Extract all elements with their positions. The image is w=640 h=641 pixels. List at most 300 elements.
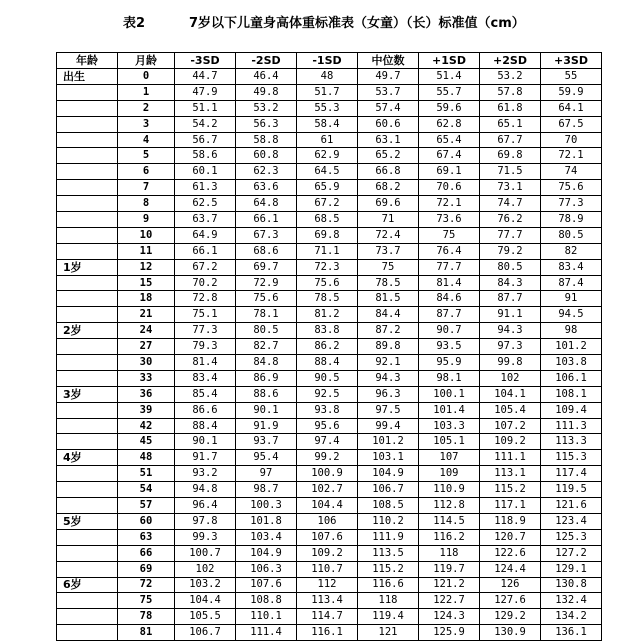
value-cell: 48	[297, 69, 358, 85]
age-cell	[57, 339, 118, 355]
value-cell: 101.4	[419, 402, 480, 418]
age-cell	[57, 466, 118, 482]
value-cell: 111.9	[358, 529, 419, 545]
value-cell: 82.7	[236, 339, 297, 355]
value-cell: 49.7	[358, 69, 419, 85]
value-cell: 69.8	[480, 148, 541, 164]
value-cell: 51.4	[419, 69, 480, 85]
value-cell: 124.4	[480, 561, 541, 577]
value-cell: 83.4	[541, 259, 602, 275]
value-cell: 100.9	[297, 466, 358, 482]
age-cell	[57, 545, 118, 561]
value-cell: 87.4	[541, 275, 602, 291]
age-cell	[57, 529, 118, 545]
header-plus-2sd: +2SD	[480, 53, 541, 69]
value-cell: 117.1	[480, 498, 541, 514]
table-row	[57, 100, 602, 116]
value-cell: 113.3	[541, 434, 602, 450]
value-cell: 110.2	[358, 513, 419, 529]
value-cell: 72.4	[358, 227, 419, 243]
age-cell	[57, 116, 118, 132]
table-row	[57, 529, 602, 545]
month-cell: 72	[118, 577, 175, 593]
value-cell: 70.6	[419, 180, 480, 196]
month-cell: 2	[118, 100, 175, 116]
month-cell: 33	[118, 370, 175, 386]
value-cell: 130.9	[480, 625, 541, 641]
header-minus-2sd: -2SD	[236, 53, 297, 69]
value-cell: 64.1	[541, 100, 602, 116]
age-cell	[57, 196, 118, 212]
table-row	[57, 164, 602, 180]
value-cell: 90.1	[236, 402, 297, 418]
value-cell: 72.9	[236, 275, 297, 291]
table-row	[57, 212, 602, 228]
value-cell: 99.3	[175, 529, 236, 545]
value-cell: 121	[358, 625, 419, 641]
value-cell: 77.7	[480, 227, 541, 243]
value-cell: 100.7	[175, 545, 236, 561]
month-cell: 39	[118, 402, 175, 418]
value-cell: 62.9	[297, 148, 358, 164]
value-cell: 99.4	[358, 418, 419, 434]
month-cell: 9	[118, 212, 175, 228]
table-row	[57, 148, 602, 164]
age-cell	[57, 100, 118, 116]
table-number-label: 表2	[123, 16, 146, 31]
month-cell: 45	[118, 434, 175, 450]
month-cell: 8	[118, 196, 175, 212]
value-cell: 67.2	[175, 259, 236, 275]
value-cell: 90.1	[175, 434, 236, 450]
age-cell	[57, 402, 118, 418]
table-row	[57, 339, 602, 355]
age-cell	[57, 561, 118, 577]
age-cell	[57, 355, 118, 371]
value-cell: 107	[419, 450, 480, 466]
value-cell: 65.1	[480, 116, 541, 132]
age-cell	[57, 498, 118, 514]
value-cell: 51.7	[297, 84, 358, 100]
table-row	[57, 434, 602, 450]
table-row	[57, 275, 602, 291]
table-row	[57, 418, 602, 434]
value-cell: 86.6	[175, 402, 236, 418]
value-cell: 121.6	[541, 498, 602, 514]
value-cell: 75.6	[541, 180, 602, 196]
value-cell: 103.8	[541, 355, 602, 371]
value-cell: 58.6	[175, 148, 236, 164]
value-cell: 98	[541, 323, 602, 339]
table-row	[57, 513, 602, 529]
value-cell: 55.3	[297, 100, 358, 116]
value-cell: 113.4	[297, 593, 358, 609]
value-cell: 75.1	[175, 307, 236, 323]
value-cell: 74.7	[480, 196, 541, 212]
month-cell: 27	[118, 339, 175, 355]
value-cell: 76.4	[419, 243, 480, 259]
value-cell: 80.5	[480, 259, 541, 275]
value-cell: 47.9	[175, 84, 236, 100]
value-cell: 119.5	[541, 482, 602, 498]
value-cell: 109.4	[541, 402, 602, 418]
value-cell: 107.6	[297, 529, 358, 545]
value-cell: 73.7	[358, 243, 419, 259]
table-body	[57, 69, 602, 641]
value-cell: 93.8	[297, 402, 358, 418]
value-cell: 58.4	[297, 116, 358, 132]
age-cell: 出生	[57, 69, 118, 85]
age-cell	[57, 148, 118, 164]
month-cell: 24	[118, 323, 175, 339]
value-cell: 76.2	[480, 212, 541, 228]
value-cell: 115.2	[358, 561, 419, 577]
table-row	[57, 498, 602, 514]
value-cell: 89.8	[358, 339, 419, 355]
value-cell: 113.5	[358, 545, 419, 561]
value-cell: 62.5	[175, 196, 236, 212]
table-row	[57, 386, 602, 402]
table-row	[57, 84, 602, 100]
table-row	[57, 593, 602, 609]
value-cell: 68.2	[358, 180, 419, 196]
value-cell: 97.3	[480, 339, 541, 355]
value-cell: 120.7	[480, 529, 541, 545]
header-plus-3sd: +3SD	[541, 53, 602, 69]
value-cell: 80.5	[541, 227, 602, 243]
value-cell: 77.7	[419, 259, 480, 275]
value-cell: 118	[419, 545, 480, 561]
value-cell: 113.1	[480, 466, 541, 482]
value-cell: 124.3	[419, 609, 480, 625]
value-cell: 132.4	[541, 593, 602, 609]
value-cell: 99.8	[480, 355, 541, 371]
value-cell: 77.3	[541, 196, 602, 212]
value-cell: 64.8	[236, 196, 297, 212]
value-cell: 66.1	[236, 212, 297, 228]
value-cell: 116.2	[419, 529, 480, 545]
month-cell: 21	[118, 307, 175, 323]
value-cell: 86.2	[297, 339, 358, 355]
value-cell: 115.3	[541, 450, 602, 466]
month-cell: 7	[118, 180, 175, 196]
value-cell: 88.4	[297, 355, 358, 371]
value-cell: 55	[541, 69, 602, 85]
month-cell: 66	[118, 545, 175, 561]
value-cell: 105.5	[175, 609, 236, 625]
value-cell: 101.8	[236, 513, 297, 529]
value-cell: 67.2	[297, 196, 358, 212]
month-cell: 60	[118, 513, 175, 529]
value-cell: 84.8	[236, 355, 297, 371]
value-cell: 87.7	[419, 307, 480, 323]
value-cell: 103.1	[358, 450, 419, 466]
value-cell: 55.7	[419, 84, 480, 100]
value-cell: 118	[358, 593, 419, 609]
value-cell: 119.7	[419, 561, 480, 577]
header-median: 中位数	[358, 53, 419, 69]
value-cell: 106	[297, 513, 358, 529]
age-cell: 1岁	[57, 259, 118, 275]
month-cell: 63	[118, 529, 175, 545]
value-cell: 53.2	[480, 69, 541, 85]
age-cell	[57, 593, 118, 609]
value-cell: 126	[480, 577, 541, 593]
value-cell: 60.1	[175, 164, 236, 180]
age-cell	[57, 482, 118, 498]
value-cell: 109	[419, 466, 480, 482]
value-cell: 81.4	[419, 275, 480, 291]
value-cell: 80.5	[236, 323, 297, 339]
age-cell: 2岁	[57, 323, 118, 339]
value-cell: 106.3	[236, 561, 297, 577]
value-cell: 100.1	[419, 386, 480, 402]
age-cell: 3岁	[57, 386, 118, 402]
value-cell: 87.2	[358, 323, 419, 339]
value-cell: 72.1	[419, 196, 480, 212]
header-minus-3sd: -3SD	[175, 53, 236, 69]
value-cell: 81.4	[175, 355, 236, 371]
value-cell: 104.9	[358, 466, 419, 482]
table-row	[57, 180, 602, 196]
value-cell: 110.7	[297, 561, 358, 577]
age-cell	[57, 180, 118, 196]
value-cell: 107.6	[236, 577, 297, 593]
month-cell: 0	[118, 69, 175, 85]
month-cell: 78	[118, 609, 175, 625]
value-cell: 70	[541, 132, 602, 148]
value-cell: 134.2	[541, 609, 602, 625]
value-cell: 65.4	[419, 132, 480, 148]
value-cell: 125.3	[541, 529, 602, 545]
value-cell: 91.7	[175, 450, 236, 466]
value-cell: 71.5	[480, 164, 541, 180]
age-cell	[57, 291, 118, 307]
value-cell: 121.2	[419, 577, 480, 593]
value-cell: 70.2	[175, 275, 236, 291]
value-cell: 97.5	[358, 402, 419, 418]
value-cell: 86.9	[236, 370, 297, 386]
value-cell: 106.1	[541, 370, 602, 386]
value-cell: 74	[541, 164, 602, 180]
month-cell: 3	[118, 116, 175, 132]
value-cell: 95.4	[236, 450, 297, 466]
value-cell: 54.2	[175, 116, 236, 132]
value-cell: 65.9	[297, 180, 358, 196]
age-cell	[57, 212, 118, 228]
value-cell: 100.3	[236, 498, 297, 514]
value-cell: 58.8	[236, 132, 297, 148]
age-cell: 6岁	[57, 577, 118, 593]
age-cell	[57, 243, 118, 259]
age-cell	[57, 164, 118, 180]
value-cell: 91	[541, 291, 602, 307]
age-cell	[57, 275, 118, 291]
value-cell: 63.7	[175, 212, 236, 228]
table-row	[57, 243, 602, 259]
value-cell: 108.8	[236, 593, 297, 609]
age-cell	[57, 625, 118, 641]
value-cell: 107.2	[480, 418, 541, 434]
value-cell: 101.2	[358, 434, 419, 450]
table-row	[57, 116, 602, 132]
value-cell: 110.9	[419, 482, 480, 498]
value-cell: 102.7	[297, 482, 358, 498]
table-row	[57, 323, 602, 339]
value-cell: 109.2	[297, 545, 358, 561]
value-cell: 67.3	[236, 227, 297, 243]
value-cell: 63.6	[236, 180, 297, 196]
value-cell: 65.2	[358, 148, 419, 164]
value-cell: 127.2	[541, 545, 602, 561]
height-standard-table	[56, 52, 602, 641]
value-cell: 84.6	[419, 291, 480, 307]
value-cell: 99.2	[297, 450, 358, 466]
value-cell: 61	[297, 132, 358, 148]
table-row	[57, 545, 602, 561]
value-cell: 105.1	[419, 434, 480, 450]
month-cell: 57	[118, 498, 175, 514]
value-cell: 97	[236, 466, 297, 482]
value-cell: 67.7	[480, 132, 541, 148]
value-cell: 51.1	[175, 100, 236, 116]
value-cell: 53.7	[358, 84, 419, 100]
value-cell: 75	[358, 259, 419, 275]
value-cell: 72.3	[297, 259, 358, 275]
value-cell: 83.4	[175, 370, 236, 386]
header-minus-1sd: -1SD	[297, 53, 358, 69]
value-cell: 90.7	[419, 323, 480, 339]
value-cell: 64.9	[175, 227, 236, 243]
value-cell: 78.1	[236, 307, 297, 323]
value-cell: 59.9	[541, 84, 602, 100]
age-cell	[57, 434, 118, 450]
month-cell: 69	[118, 561, 175, 577]
value-cell: 72.8	[175, 291, 236, 307]
value-cell: 75	[419, 227, 480, 243]
value-cell: 88.4	[175, 418, 236, 434]
value-cell: 59.6	[419, 100, 480, 116]
value-cell: 67.5	[541, 116, 602, 132]
age-cell	[57, 609, 118, 625]
value-cell: 78.5	[358, 275, 419, 291]
age-cell	[57, 132, 118, 148]
value-cell: 97.4	[297, 434, 358, 450]
value-cell: 56.7	[175, 132, 236, 148]
value-cell: 105.4	[480, 402, 541, 418]
value-cell: 69.7	[236, 259, 297, 275]
table-row	[57, 402, 602, 418]
value-cell: 116.6	[358, 577, 419, 593]
table-row	[57, 69, 602, 85]
value-cell: 106.7	[175, 625, 236, 641]
value-cell: 78.9	[541, 212, 602, 228]
value-cell: 53.2	[236, 100, 297, 116]
age-cell	[57, 84, 118, 100]
table-row	[57, 482, 602, 498]
value-cell: 85.4	[175, 386, 236, 402]
value-cell: 66.8	[358, 164, 419, 180]
value-cell: 84.4	[358, 307, 419, 323]
month-cell: 6	[118, 164, 175, 180]
value-cell: 111.4	[236, 625, 297, 641]
value-cell: 88.6	[236, 386, 297, 402]
value-cell: 71.1	[297, 243, 358, 259]
table-row	[57, 259, 602, 275]
value-cell: 129.1	[541, 561, 602, 577]
value-cell: 69.8	[297, 227, 358, 243]
table-row	[57, 370, 602, 386]
age-cell	[57, 418, 118, 434]
value-cell: 103.4	[236, 529, 297, 545]
value-cell: 78.5	[297, 291, 358, 307]
value-cell: 79.2	[480, 243, 541, 259]
title-row	[0, 12, 640, 32]
value-cell: 61.3	[175, 180, 236, 196]
value-cell: 98.7	[236, 482, 297, 498]
month-cell: 42	[118, 418, 175, 434]
value-cell: 95.9	[419, 355, 480, 371]
value-cell: 57.4	[358, 100, 419, 116]
value-cell: 75.6	[236, 291, 297, 307]
month-cell: 18	[118, 291, 175, 307]
value-cell: 94.3	[480, 323, 541, 339]
value-cell: 104.1	[480, 386, 541, 402]
value-cell: 127.6	[480, 593, 541, 609]
table-row	[57, 561, 602, 577]
value-cell: 95.6	[297, 418, 358, 434]
age-cell	[57, 227, 118, 243]
header-row	[57, 53, 602, 69]
header-month: 月龄	[118, 53, 175, 69]
value-cell: 68.5	[297, 212, 358, 228]
month-cell: 15	[118, 275, 175, 291]
value-cell: 49.8	[236, 84, 297, 100]
age-cell	[57, 307, 118, 323]
value-cell: 111.1	[480, 450, 541, 466]
table-row	[57, 466, 602, 482]
header-age: 年龄	[57, 53, 118, 69]
value-cell: 93.5	[419, 339, 480, 355]
value-cell: 69.6	[358, 196, 419, 212]
table-row	[57, 196, 602, 212]
table-row	[57, 132, 602, 148]
value-cell: 96.4	[175, 498, 236, 514]
value-cell: 108.1	[541, 386, 602, 402]
month-cell: 48	[118, 450, 175, 466]
value-cell: 104.4	[297, 498, 358, 514]
table-row	[57, 625, 602, 641]
value-cell: 116.1	[297, 625, 358, 641]
month-cell: 10	[118, 227, 175, 243]
value-cell: 102	[175, 561, 236, 577]
value-cell: 77.3	[175, 323, 236, 339]
value-cell: 90.5	[297, 370, 358, 386]
table-title: 7岁以下儿童身高体重标准表（女童）（长）标准值（cm）	[189, 16, 525, 31]
value-cell: 87.7	[480, 291, 541, 307]
table-row	[57, 609, 602, 625]
table-row	[57, 577, 602, 593]
value-cell: 109.2	[480, 434, 541, 450]
value-cell: 115.2	[480, 482, 541, 498]
value-cell: 130.8	[541, 577, 602, 593]
value-cell: 93.7	[236, 434, 297, 450]
value-cell: 123.4	[541, 513, 602, 529]
value-cell: 106.7	[358, 482, 419, 498]
value-cell: 108.5	[358, 498, 419, 514]
value-cell: 117.4	[541, 466, 602, 482]
value-cell: 122.7	[419, 593, 480, 609]
